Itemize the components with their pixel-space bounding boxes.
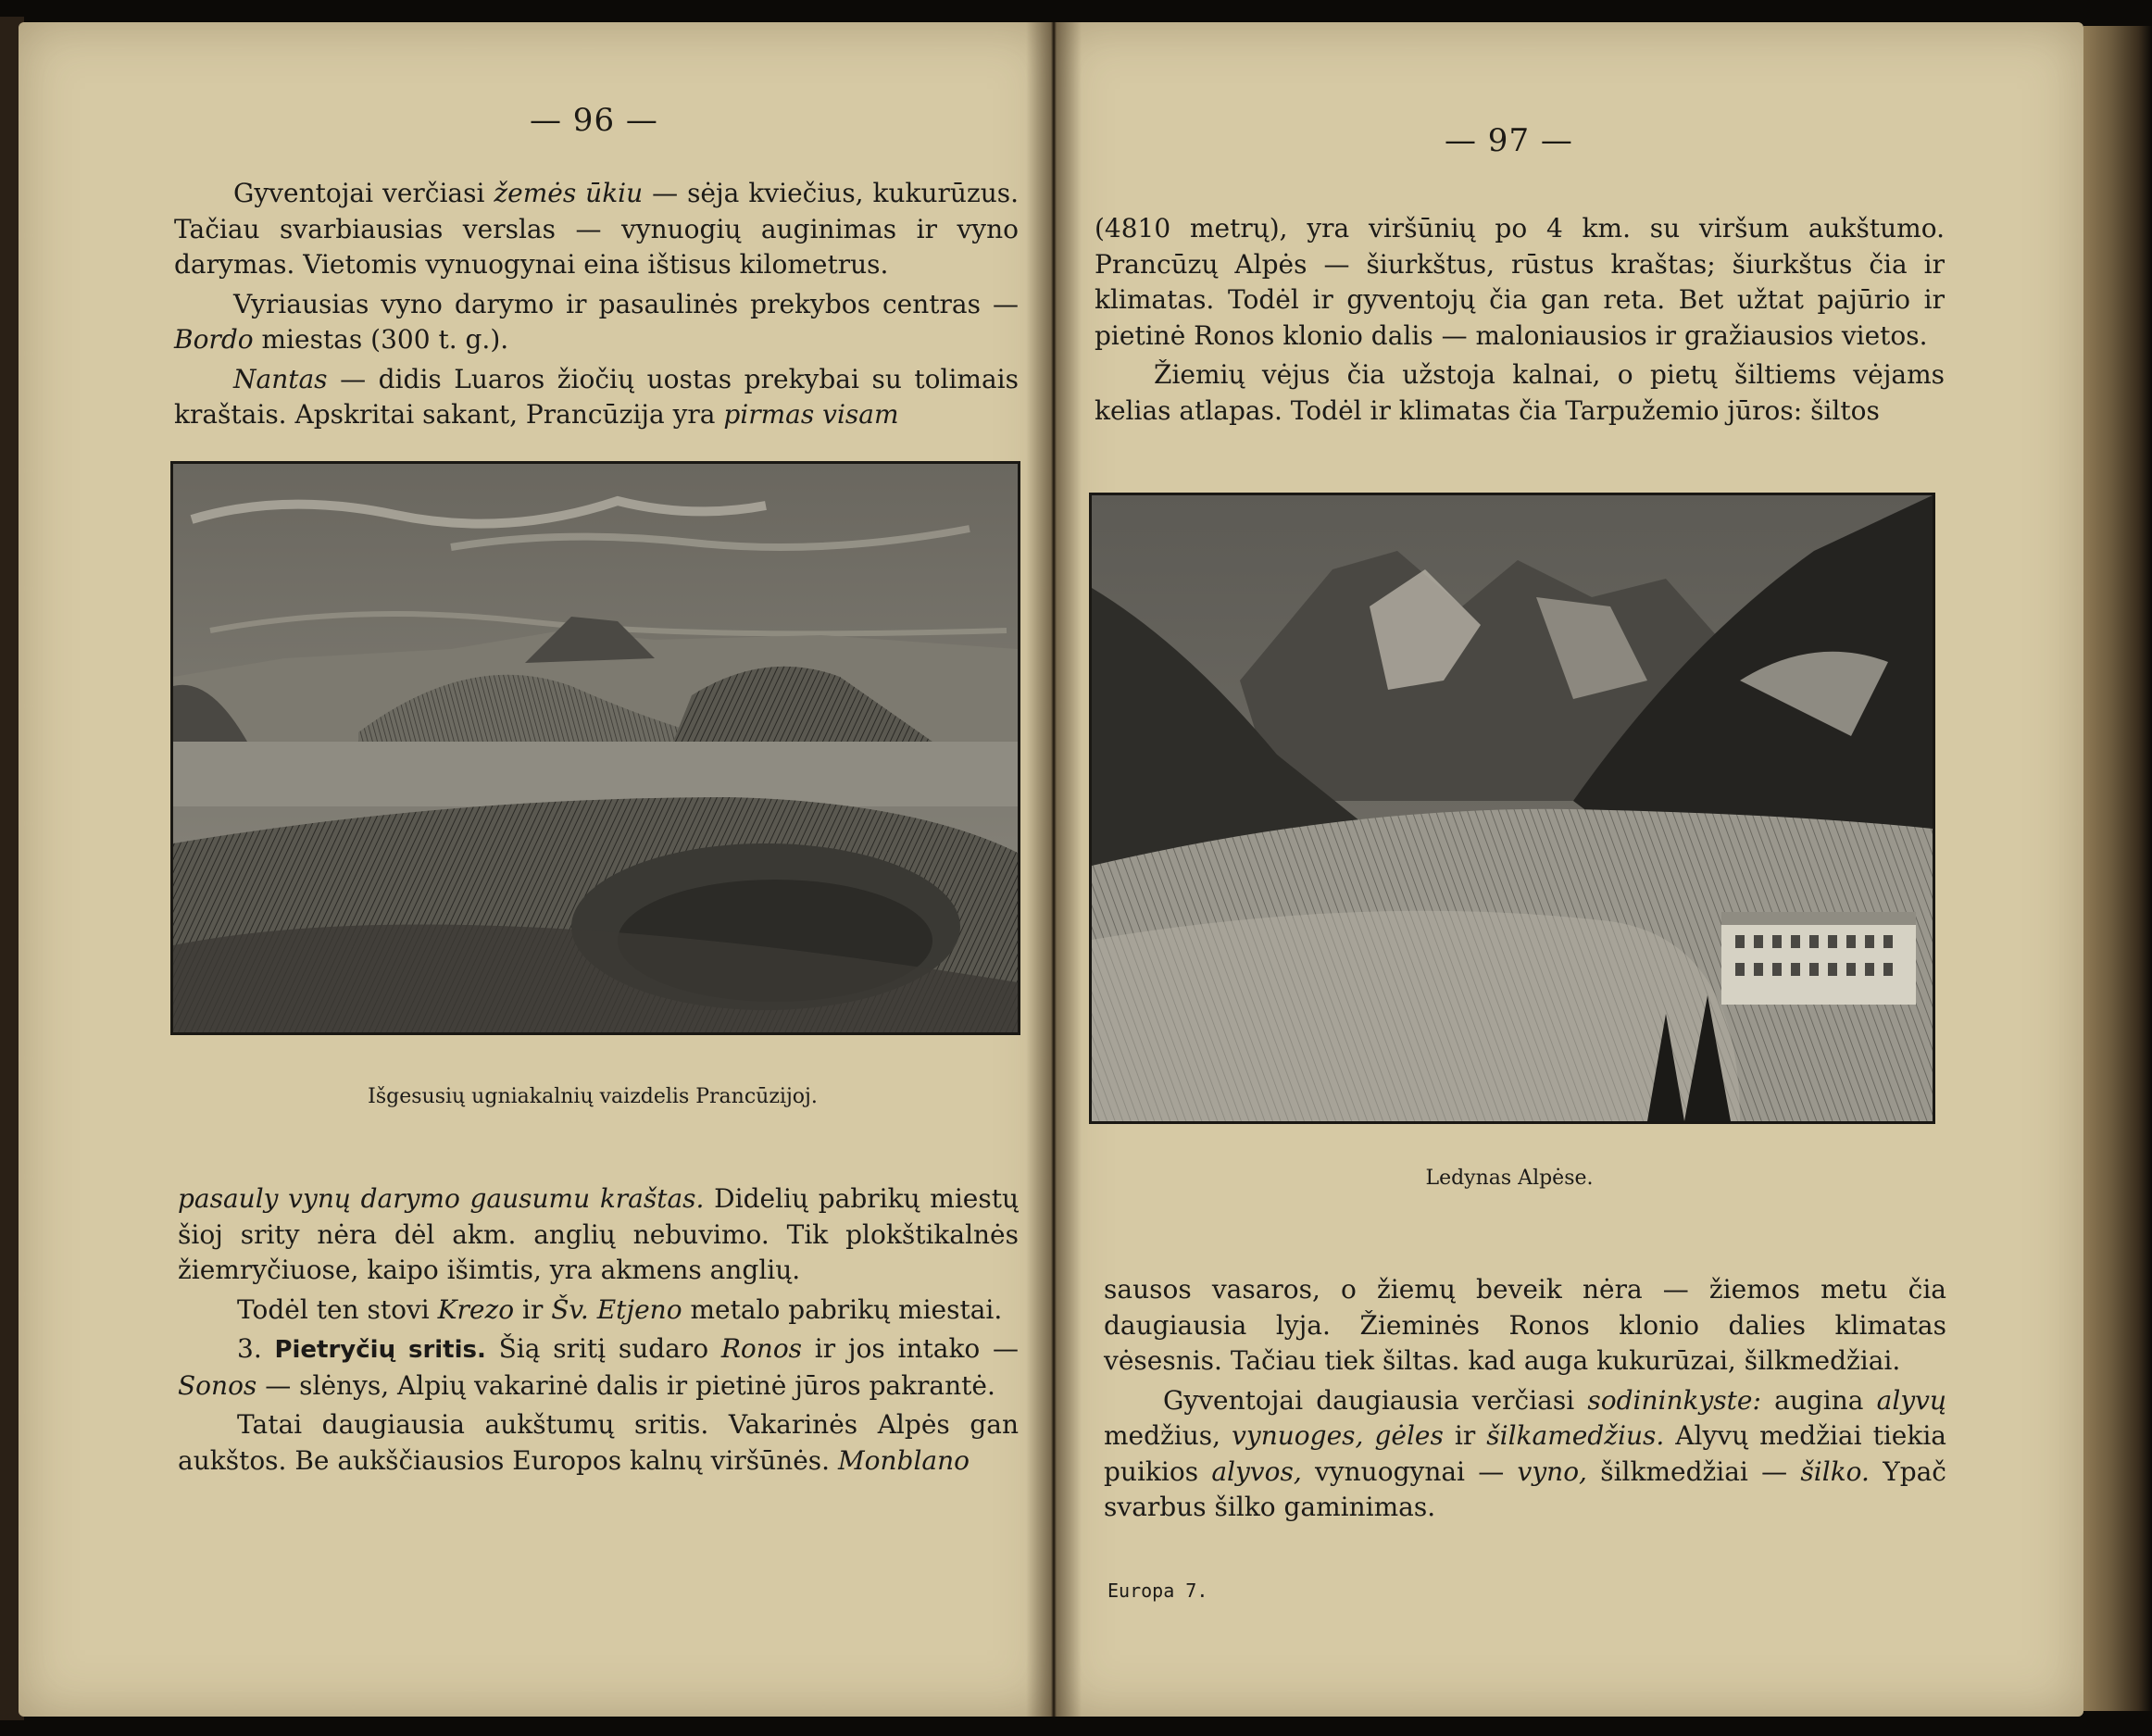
volcano-landscape-drawing [173, 464, 1018, 1032]
right-text-top [1095, 211, 1945, 429]
paragraph: (4810 metrų), yra viršūnių po 4 km. su viršum aukštumo. Prancūzų Alpės — šiurkštus, rūstus kraštas; šiurkštus čia ir klimatas. Todėl ir gyventojų čia gan reta. Bet užtat pajūrio ir pietinė Ronos klonio dalis — maloniausios ir gražiausios vietos. [1095, 213, 1945, 351]
volcano-illustration [170, 461, 1020, 1035]
right-page [1054, 22, 2083, 1717]
paragraph: Žiemių vėjus čia užstoja kalnai, o pietų šiltiems vėjams kelias atlapas. Todėl ir klimatas čia Tarpužemio jūros: šiltos [1095, 359, 1945, 426]
paragraph: pasauly vynų darymo gausumu kraštas. Didelių pabrikų miestų šioj srity nėra dėl akm. anglių nebuvimo. Tik plokštikalnės žiemryčiuose, kaipo išimtis, yra akmens anglių. [178, 1183, 1020, 1285]
paragraph: Vyriausias vyno darymo ir pasaulinės prekybos centras — Bordo miestas (300 t. g.). [174, 288, 1019, 355]
paragraph: Gyventojai verčiasi žemės ūkiu — sėja kviečius, kukurūzus. Tačiau svarbiausias verslas — vynuogių auginimas ir vyno darymas. Vietomis vynuogynai eina ištisus kilometrus. [174, 178, 1020, 280]
paragraph: sausos vasaros, o žiemų beveik nėra — žiemos metu čia daugiausia lyja. Žieminės Ronos klonio dalies klimatas vėsesnis. Tačiau tiek šiltas. kad auga kukurūzai, šilkmedžiai. [1104, 1274, 1946, 1376]
left-page [19, 22, 1054, 1717]
paragraph: Gyventojai daugiausia verčiasi sodininkyste: augina alyvų medžius, vynuoges, gėles ir šilkamedžius. Alyvų medžiai tiekia puikios alyvos, vynuogynai — vyno, šilkmedžiai — šilko. Ypač svarbus šilko gaminimas. [1104, 1384, 1946, 1522]
glacier-alps-image [1092, 495, 1933, 1121]
right-text-bottom [1104, 1272, 1946, 1526]
page-number-right: — 97 — [1445, 122, 1573, 159]
page-footer-signature: Europa 7. [1107, 1580, 1208, 1602]
page-number-left: — 96 — [530, 102, 658, 139]
book-page-edges [2083, 26, 2152, 1711]
paragraph: Todėl ten stovi Krezo ir Šv. Etjeno metalo pabrikų miestai. [237, 1293, 1003, 1325]
paragraph: Nantas — didis Luaros žiočių uostas prekybai su tolimais kraštais. Apskritai sakant, Prancūzija yra pirmas visam [174, 363, 1019, 430]
figure-caption-right: Ledynas Alpėse. [1425, 1167, 1594, 1190]
glacier-photograph [1089, 493, 1935, 1124]
paragraph: 3. Pietryčių sritis. Šią sritį sudaro Ronos ir jos intako — Sonos — slėnys, Alpių vakarinė dalis ir pietinė jūros pakrantė. [178, 1333, 1019, 1401]
paragraph: Tatai daugiausia aukštumų sritis. Vakarinės Alpės gan aukštos. Be aukščiausios Europos kalnų viršūnės. Monblano [178, 1409, 1019, 1476]
figure-caption-left: Išgesusių ugniakalnių vaizdelis Prancūzijoj. [368, 1085, 818, 1108]
left-text-top [174, 176, 1019, 433]
left-text-bottom [178, 1181, 1019, 1479]
